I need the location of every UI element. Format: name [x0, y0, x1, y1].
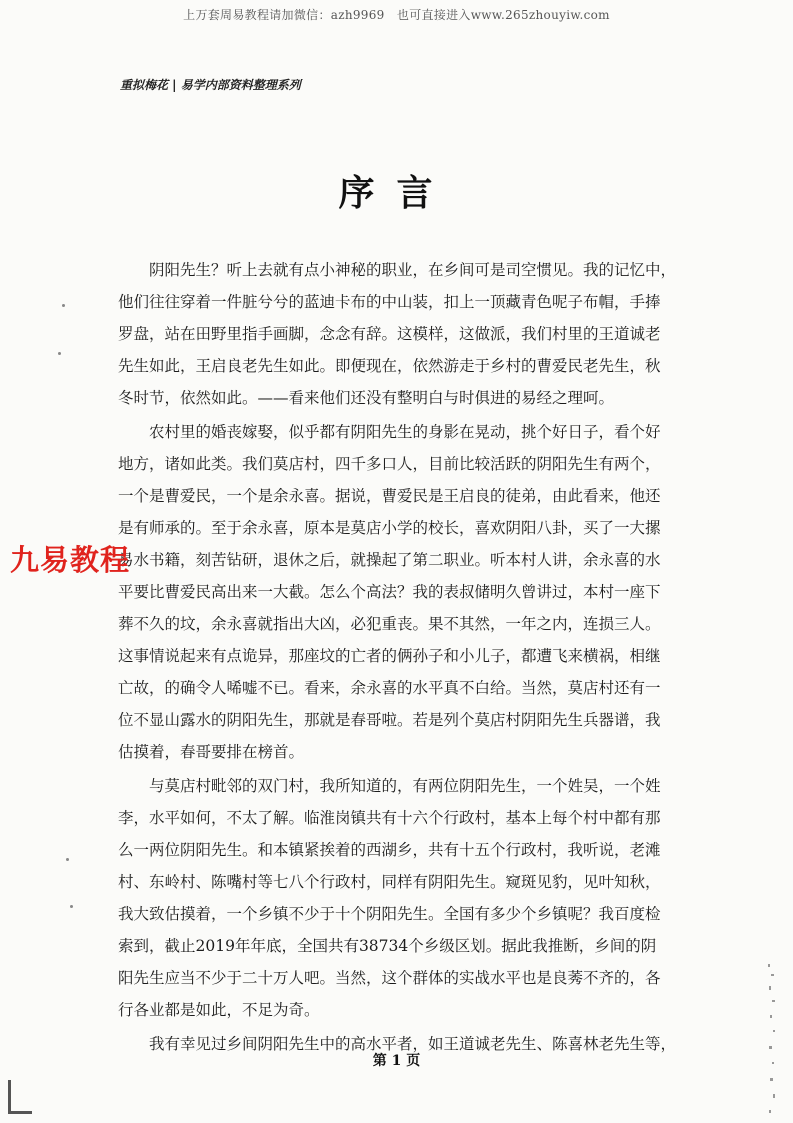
text-line: 我大致估摸着，一个乡镇不少于十个阴阳先生。全国有多少个乡镇呢？我百度检: [118, 905, 661, 923]
text-line: 这事情说起来有点诡异，那座坟的亡者的俩孙子和小儿子，都遭飞来横祸，相继: [118, 647, 661, 665]
text-line: 是有师承的。至于余永喜，原本是莫店小学的校长，喜欢阴阳八卦，买了一大摞: [118, 519, 661, 537]
scan-corner-mark: [5, 1078, 35, 1118]
text-line: 村、东岭村、陈嘴村等七八个行政村，同样有阴阳先生。窥斑见豹，见叶知秋，: [118, 873, 661, 891]
text-line: 罗盘，站在田野里指手画脚，念念有辞。这模样，这做派，我们村里的王道诚老: [118, 325, 661, 343]
page-number: 第 1 页: [372, 1053, 421, 1069]
text-line: 估摸着，春哥要排在榜首。: [118, 743, 305, 761]
scan-speck: [62, 304, 65, 307]
paragraph: [118, 770, 678, 1026]
text-line: 李，水平如何，不太了解。临淮岗镇共有十六个行政村，基本上每个村中都有那: [118, 809, 661, 827]
text-line: 么一两位阴阳先生。和本镇紧挨着的西湖乡，共有十五个行政村，我听说，老滩: [118, 841, 661, 859]
text-line: 行各业都是如此，不足为奇。: [118, 1001, 320, 1019]
text-line: 索到，截止2019年年底，全国共有38734个乡级区划。据此我推断，乡间的阴: [118, 937, 657, 955]
scan-speck: [58, 352, 61, 355]
text-line: 阳先生应当不少于二十万人吧。当然，这个群体的实战水平也是良莠不齐的，各: [118, 969, 661, 987]
text-line: 亡故，的确令人唏嘘不已。看来，余永喜的水平真不白给。当然，莫店村还有一: [118, 679, 661, 697]
text-line: 一个是曹爱民，一个是余永喜。据说，曹爱民是王启良的徒弟，由此看来，他还: [118, 487, 661, 505]
paragraph: [118, 416, 678, 768]
text-line: 位不显山露水的阴阳先生，那就是春哥啦。若是列个莫店村阴阳先生兵器谱，我: [118, 711, 661, 729]
scan-speck: [66, 858, 69, 861]
text-line: 与莫店村毗邻的双门村，我所知道的，有两位阴阳先生，一个姓吴，一个姓: [118, 777, 661, 795]
text-line: 农村里的婚丧嫁娶，似乎都有阴阳先生的身影在晃动，挑个好日子，看个好: [118, 423, 661, 441]
text-line: 平要比曹爱民高出来一大截。怎么个高法？我的表叔储明久曾讲过，本村一座下: [118, 583, 661, 601]
watermark-header: 上万套周易教程请加微信：azh9969 也可直接进入www.265zhouyiw.com: [183, 8, 610, 22]
paragraph: [118, 254, 678, 414]
text-line: 先生如此，王启良老先生如此。即便现在，依然游走于乡村的曹爱民老先生，秋: [118, 357, 661, 375]
page-title: 序言: [338, 173, 455, 214]
text-line: 地方，诸如此类。我们莫店村，四千多口人，目前比较活跃的阴阳先生有两个，: [118, 455, 661, 473]
scan-speck: [70, 905, 73, 908]
text-line: 易水书籍，刻苦钻研，退休之后，就操起了第二职业。听本村人讲，余永喜的水: [118, 551, 661, 569]
watermark-stamp: 九易教程: [10, 543, 131, 577]
text-line: 葬不久的坟，余永喜就指出大凶，必犯重丧。果不其然，一年之内，连损三人。: [118, 615, 661, 633]
scan-edge-noise: [760, 960, 784, 1120]
text-line: 阴阳先生？听上去就有点小神秘的职业，在乡间可是司空惯见。我的记忆中，: [118, 261, 677, 279]
body-text: [118, 254, 678, 1060]
series-header: 重拟梅花 | 易学内部资料整理系列: [120, 78, 301, 92]
text-line: 冬时节，依然如此。——看来他们还没有整明白与时俱进的易经之理呵。: [118, 389, 615, 407]
text-line: 我有幸见过乡间阴阳先生中的高水平者，如王道诚老先生、陈喜林老先生等，: [118, 1035, 677, 1053]
text-line: 他们往往穿着一件脏兮兮的蓝迪卡布的中山装，扣上一顶藏青色呢子布帽，手捧: [118, 293, 661, 311]
